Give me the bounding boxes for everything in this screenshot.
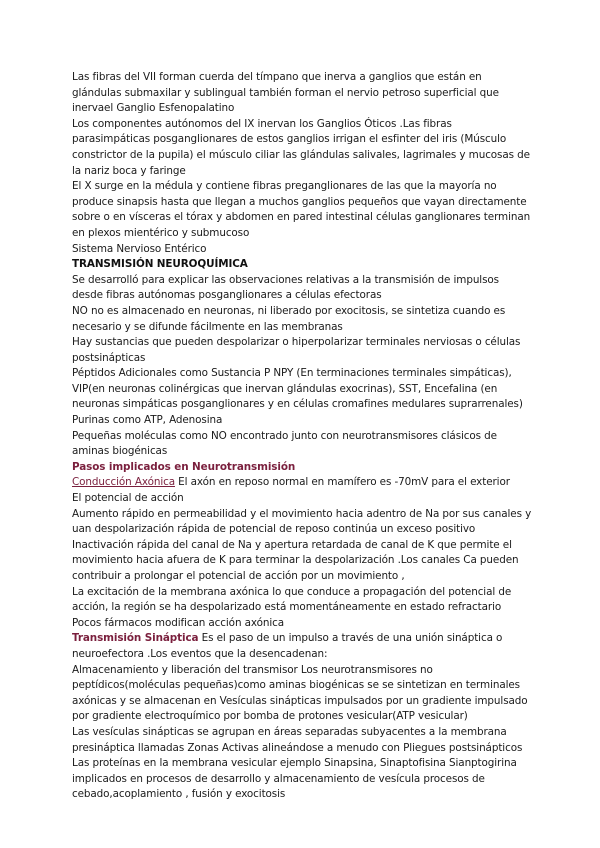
paragraph-small-molecules: Pequeñas moléculas como NO encontrado junto con neurotransmisores clásicos de aminas biogénicas — [72, 429, 497, 458]
heading-neurochemical-transmission: TRANSMISIÓN NEUROQUÍMICA — [72, 258, 248, 271]
paragraph-rapid-increase: Aumento rápido en permeabilidad y el movimiento hacia adentro de Na por sus canales y uan despolarización rápida de potencial de reposo continúa un exceso positivo — [72, 507, 532, 536]
heading-neurotransmission-steps: Pasos implicados en Neurotransmisión — [72, 460, 296, 473]
paragraph-axonal-conduction — [72, 475, 532, 491]
paragraph-purines: Purinas como ATP, Adenosina — [72, 414, 223, 427]
paragraph-vii-nerve: Las fibras del VII forman cuerda del tímpano que inerva a ganglios que están en glándulas submaxilar y sublingual también forman el nervio petroso superficial que inervael Ganglio Esfenopalatino — [72, 71, 499, 115]
paragraph-developed-to-explain: Se desarrolló para explicar las observaciones relativas a la transmisión de impulsos desde fibras autónomas posganglionares a células efectoras — [72, 273, 499, 302]
paragraph-ix-nerve: Los componentes autónomos del IX inervan los Ganglios Óticos .Las fibras parasimpáticas posganglionares de estos ganglios irrigan el esfinter del iris (Músculo constrictor de la pupila) el músculo ciliar las glándulas salivales, lagrimales y mucosas de la nariz boca y faringe — [72, 117, 530, 177]
paragraph-synaptic-transmission — [72, 631, 532, 662]
paragraph-depolarize-substances: Hay sustancias que pueden despolarizar o hiperpolarizar terminales nerviosas o células postsinápticas — [72, 336, 521, 364]
synaptic-transmission-text: Es el paso de un impulso a través de una unión sináptica o neuroefectora .Los eventos que la desencadenan: — [72, 632, 503, 660]
paragraph-action-potential: El potencial de acción — [72, 492, 184, 505]
axonal-conduction-text: El axón en reposo normal en mamífero es -70mV para el exterior — [174, 476, 510, 489]
paragraph-enteric-system: Sistema Nervioso Entérico — [72, 242, 207, 255]
synaptic-transmission-label: Transmisión Sináptica — [72, 632, 199, 645]
paragraph-few-drugs: Pocos fármacos modifican acción axónica — [72, 616, 285, 629]
paragraph-no-not-stored: NO no es almacenado en neuronas, ni liberado por exocitosis, se sintetiza cuando es necesario y se difunde fácilmente en las membranas — [72, 304, 506, 333]
document-body — [72, 70, 532, 803]
axonal-conduction-link[interactable]: Conducción Axónica — [72, 476, 175, 489]
paragraph-synaptic-vesicles: Las vesículas sinápticas se agrupan en áreas separadas subyacentes a la membrana presináptica llamadas Zonas Activas alineándose a menudo con Pliegues postsinápticos — [72, 725, 523, 754]
paragraph-additional-peptides: Péptidos Adicionales como Sustancia P NPY (En terminaciones terminales simpáticas), VIP(en neuronas colinérgicas que inervan glándulas exocrinas), SST, Encefalina (en neuronas simpáticas posganglionares y en células cromafines medulares suprarrenales) — [72, 367, 523, 411]
paragraph-vesicular-proteins: Las proteínas en la membrana vesicular ejemplo Sinapsina, Sinaptofisina Sianptogirina implicados en procesos de desarrollo y almacenamiento de vesícula procesos de cebado,acoplamiento , fusión y exocitosis — [72, 757, 517, 801]
paragraph-storage-release: Almacenamiento y liberación del transmisor Los neurotransmisores no peptídicos(moléculas pequeñas)como aminas biogénicas se se sintetizan en terminales axónicas y se almacenan en Vesículas sinápticas impulsados por un gradiente impulsado por gradiente electroquímico por bomba de protones vesicular(ATP vesicular) — [72, 663, 528, 723]
paragraph-rapid-inactivation: Inactivación rápida del canal de Na y apertura retardada de canal de K que permite el movimiento hacia afuera de K para terminar la despolarización .Los canales Ca pueden contribuir a prolongar el potencial de acción por un movimiento , — [72, 538, 519, 582]
paragraph-x-nerve: El X surge en la médula y contiene fibras preganglionares de las que la mayoría no produce sinapsis hasta que llegan a muchos ganglios pequeños que vayan directamente sobre o en vísceras el tórax y abdomen en pared intestinal células ganglionares terminan en plexos mientérico y submucoso — [72, 180, 531, 239]
paragraph-membrane-excitation: La excitación de la membrana axónica lo que conduce a propagación del potencial de acción, la región se ha despolarizado está momentáneamente en estado refractario — [72, 585, 512, 614]
